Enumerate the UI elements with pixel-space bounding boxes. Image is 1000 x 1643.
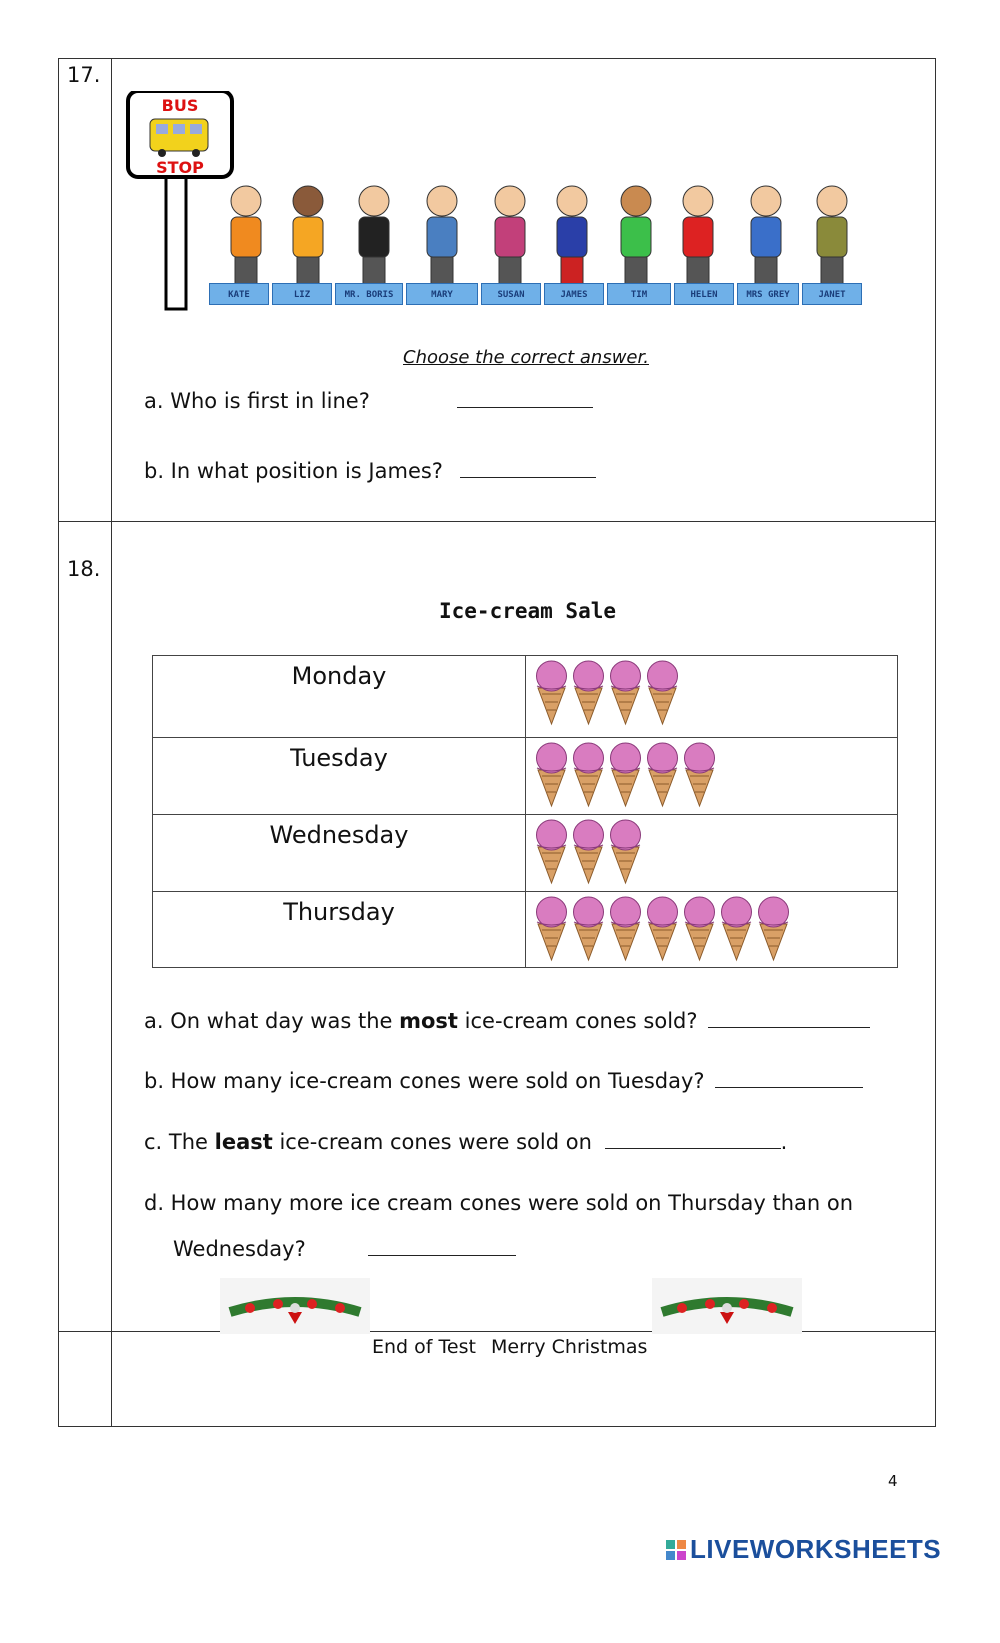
question-18c-bold: least (214, 1130, 273, 1154)
question-18d-line1: d. How many more ice cream cones were sold on Thursday than on (144, 1191, 854, 1215)
ice-cream-cone-icon (645, 894, 680, 962)
ice-cream-cone-icon (682, 894, 717, 962)
pictograph-row (153, 892, 898, 968)
question-18b-text: b. How many ice-cream cones were sold on Tuesday? (144, 1069, 705, 1093)
ice-cream-cone-icon (756, 894, 791, 962)
answer-18c-blank[interactable] (605, 1147, 781, 1149)
question-18c-end: . (780, 1130, 788, 1154)
brand-text: LIVEWORKSHEETS (690, 1534, 942, 1564)
merry-christmas-text: Merry Christmas (491, 1336, 648, 1358)
brand-logo (666, 1534, 941, 1565)
name-label-1: KATE (209, 283, 269, 305)
ice-cream-cone-icon (571, 894, 606, 962)
question-17b-text: b. In what position is James? (144, 459, 443, 483)
cone-cell (526, 656, 898, 738)
question-number-17: 17. (67, 63, 101, 87)
end-of-test-text: End of Test (372, 1336, 476, 1358)
ice-cream-cone-icon (571, 740, 606, 808)
ice-cream-cone-icon (645, 658, 680, 726)
question-17a-text: a. Who is first in line? (144, 389, 370, 413)
row-divider (59, 521, 935, 522)
question-18c-post: ice-cream cones were sold on (272, 1130, 592, 1154)
answer-17a-blank[interactable] (457, 406, 593, 408)
ice-cream-cone-icon (534, 740, 569, 808)
question-number-18: 18. (67, 557, 101, 581)
ice-cream-cone-icon (608, 817, 643, 885)
pictograph-row (153, 815, 898, 892)
person-4-icon (427, 186, 457, 297)
question-18d-line2 (173, 1237, 516, 1261)
cone-cell (526, 892, 898, 968)
worksheet-frame (58, 58, 936, 1427)
day-label: Thursday (153, 892, 526, 968)
person-5-icon (495, 186, 525, 297)
person-1-icon (231, 186, 261, 297)
question-17a (144, 389, 593, 413)
ice-cream-cone-icon (608, 894, 643, 962)
person-6-icon (557, 186, 587, 297)
row-divider (59, 1331, 935, 1332)
chart-title: Ice-cream Sale (439, 599, 617, 623)
ice-cream-cone-icon (682, 740, 717, 808)
question-18c (144, 1130, 787, 1154)
question-18b (144, 1069, 863, 1093)
ice-cream-cone-icon (571, 658, 606, 726)
ice-cream-cone-icon (571, 817, 606, 885)
name-label-8: HELEN (674, 283, 734, 305)
sign-top-text: BUS (161, 96, 199, 115)
name-label-9: MRS GREY (737, 283, 799, 305)
name-label-4: MARY (406, 283, 478, 305)
person-2-icon (293, 186, 323, 297)
ice-cream-cone-icon (719, 894, 754, 962)
name-label-7: TIM (607, 283, 671, 305)
ice-cream-cone-icon (534, 817, 569, 885)
answer-18a-blank[interactable] (708, 1026, 870, 1028)
ice-cream-cone-icon (534, 894, 569, 962)
name-label-2: LIZ (272, 283, 332, 305)
instruction-text: Choose the correct answer. (403, 347, 649, 368)
ice-cream-cone-icon (645, 740, 680, 808)
cone-cell (526, 738, 898, 815)
question-18a-pre: a. On what day was the (144, 1009, 400, 1033)
day-label: Tuesday (153, 738, 526, 815)
answer-18d-blank[interactable] (368, 1254, 516, 1256)
ice-cream-cone-icon (534, 658, 569, 726)
person-9-icon (751, 186, 781, 297)
person-3-icon (359, 186, 389, 297)
christmas-garland-icon (652, 1278, 802, 1334)
question-18d-text: Wednesday? (173, 1237, 306, 1261)
day-label: Wednesday (153, 815, 526, 892)
page-number: 4 (888, 1472, 898, 1490)
person-10-icon (817, 186, 847, 297)
answer-17b-blank[interactable] (460, 476, 596, 478)
name-label-10: JANET (802, 283, 862, 305)
ice-cream-cone-icon (608, 740, 643, 808)
pictograph-row (153, 656, 898, 738)
person-7-icon (621, 186, 651, 297)
question-18a (144, 1009, 870, 1033)
bus-stop-illustration (126, 91, 886, 311)
day-label: Monday (153, 656, 526, 738)
name-label-3: MR. BORIS (335, 283, 403, 305)
sign-bottom-text: STOP (156, 158, 204, 177)
name-label-5: SUSAN (481, 283, 541, 305)
number-column-divider (111, 59, 112, 1426)
pictograph-table (152, 655, 898, 968)
question-18a-post: ice-cream cones sold? (457, 1009, 698, 1033)
ice-cream-cone-icon (608, 658, 643, 726)
christmas-garland-icon (220, 1278, 370, 1334)
people-in-line (126, 91, 886, 311)
person-8-icon (683, 186, 713, 297)
liveworksheets-logo-icon (666, 1536, 686, 1556)
name-label-6: JAMES (544, 283, 604, 305)
question-18a-bold: most (399, 1009, 458, 1033)
cone-cell (526, 815, 898, 892)
answer-18b-blank[interactable] (715, 1086, 863, 1088)
question-18c-pre: c. The (144, 1130, 215, 1154)
pictograph-row (153, 738, 898, 815)
question-17b (144, 459, 596, 483)
